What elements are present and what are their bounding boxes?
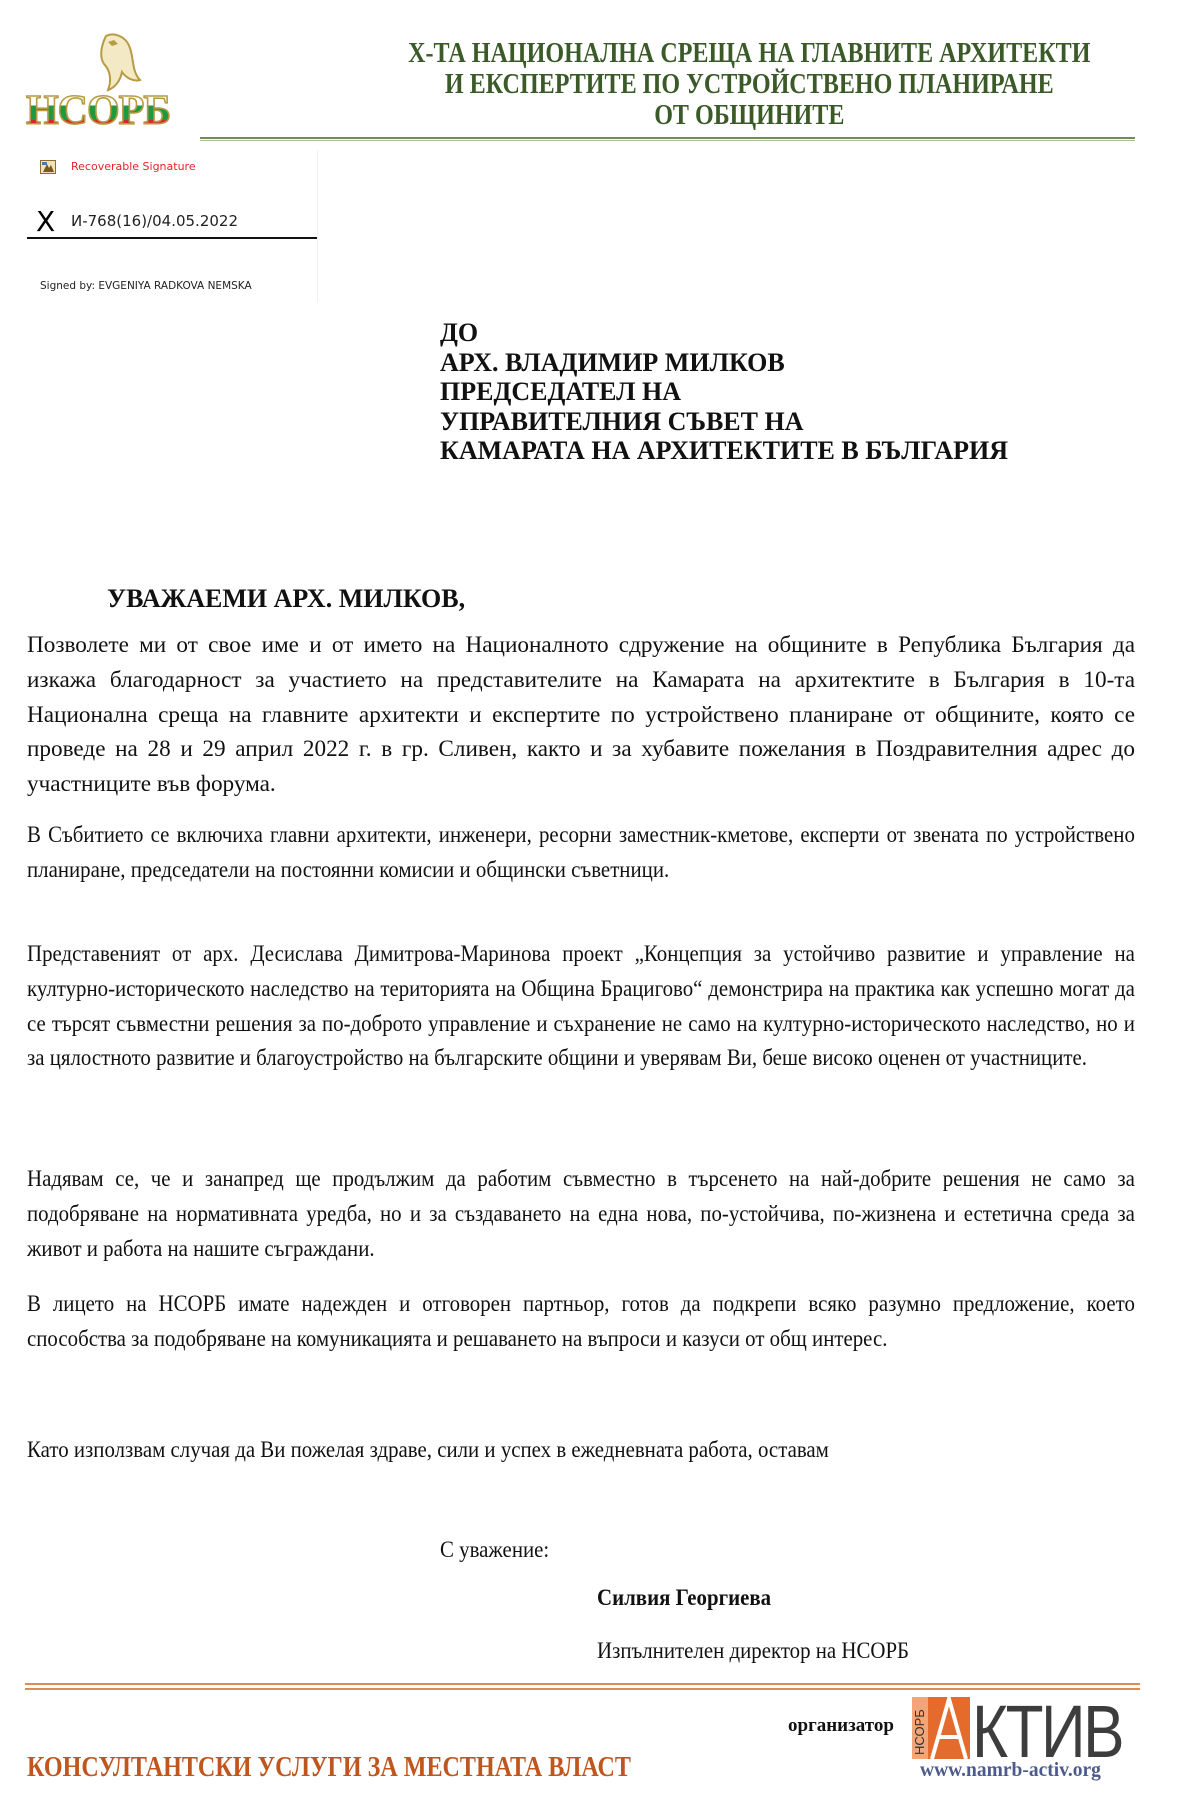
closing-line: Като използвам случая да Ви пожелая здраве, сили и успех в ежедневната работа, оставам [27, 1437, 829, 1463]
body-paragraph: В лицето на НСОРБ имате надежден и отговорен партньор, готов да подкрепи всяко разумно предложение, което способства за подобряване на комуникацията и решаването на въпроси и казуси от общ интерес. [27, 1291, 1135, 1352]
lion-icon [22, 28, 190, 128]
header-divider [200, 137, 1135, 139]
signature-mark: X [36, 205, 56, 238]
signature-certificate-icon [40, 160, 56, 174]
body-paragraph: В Събитието се включиха главни архитекти, инженери, ресорни заместник-кметове, експерти от звената по устройствено планиране, председатели на постоянни комисии и общински съветници. [27, 822, 1135, 883]
svg-text:КТИВ: КТИВ [972, 1697, 1122, 1759]
conference-title [362, 38, 1136, 131]
recipient-line: КАМАРАТА НА АРХИТЕКТИТЕ В БЪЛГАРИЯ [440, 436, 1009, 465]
body-paragraph: Позволете ми от свое име и от името на Националното сдружение на общините в Република България да изкажа благодарност за участието на представителите на Камарата на архитектите в България в 10-та Национална среща на главните архитекти и експертите по устройствено планиране от общините, която се проведе на 28 и 29 април 2022 г. в гр. Сливен, както и за хубавите пожелания в Поздравителния адрес до участниците във форума. [27, 632, 1135, 798]
salutation: УВАЖАЕМИ АРХ. МИЛКОВ, [107, 584, 466, 613]
recipient-line: АРХ. ВЛАДИМИР МИЛКОВ [440, 347, 785, 377]
recipient-line: ПРЕДСЕДАТЕЛ НА [440, 377, 682, 406]
nsorb-logo [22, 28, 190, 128]
signed-by: Signed by: EVGENIYA RADKOVA NEMSKA [40, 280, 252, 292]
footer-divider [25, 1683, 1140, 1685]
body-paragraph: Представеният от арх. Десислава Димитрова-Маринова проект „Концепция за устойчиво развитие и управление на културно-историческото наследство на територията на Община Брацигово“ демонстрира на практика как успешно могат да се търсят съвместни решения за по-доброто управление и съхранение не само на културно-историческото наследство, но и за цялостното развитие и благоустройство на българските общини и уверявам Ви, беше високо оценен от участниците. [27, 941, 1135, 1072]
organizer-label: организатор [788, 1715, 894, 1736]
title-line: ОТ ОБЩИНИТЕ [654, 100, 845, 131]
signer-title: Изпълнителен директор на НСОРБ [597, 1638, 910, 1664]
aktiv-logo [912, 1697, 1127, 1759]
title-line: И ЕКСПЕРТИТЕ ПО УСТРОЙСТВЕНО ПЛАНИРАНЕ [444, 69, 1054, 100]
recipient-line: УПРАВИТЕЛНИЯ СЪВЕТ НА [440, 406, 804, 436]
signature-status: Recoverable Signature [71, 160, 196, 173]
footer-tagline: КОНСУЛТАНТСКИ УСЛУГИ ЗА МЕСТНАТА ВЛАСТ [27, 1752, 631, 1783]
document-reference: И-768(16)/04.05.2022 [71, 212, 238, 230]
title-line: Х-ТА НАЦИОНАЛНА СРЕЩА НА ГЛАВНИТЕ АРХИТЕКТИ [408, 38, 1091, 69]
aktiv-logo-icon [912, 1697, 1127, 1759]
recipient-line: ДО [440, 318, 479, 347]
recipient-block [440, 318, 1008, 466]
body-paragraph: Надявам се, че и занапред ще продължим да работим съвместно в търсенето на най-добрите решения не само за подобряване на нормативната уредба, но и за създаването на една нова, по-устойчива, по-жизнена и естетична среда за живот и работа на нашите съграждани. [27, 1166, 1135, 1262]
organizer-website-link[interactable]: www.namrb-activ.org [920, 1760, 1101, 1781]
logo-text: НСОРБ [26, 88, 171, 128]
aktiv-sub: НСОРБ [912, 1709, 927, 1755]
signature-line [27, 237, 317, 239]
signer-name: Силвия Георгиева [597, 1585, 772, 1611]
digital-signature-block[interactable] [25, 150, 318, 302]
regards: С уважение: [440, 1537, 550, 1563]
